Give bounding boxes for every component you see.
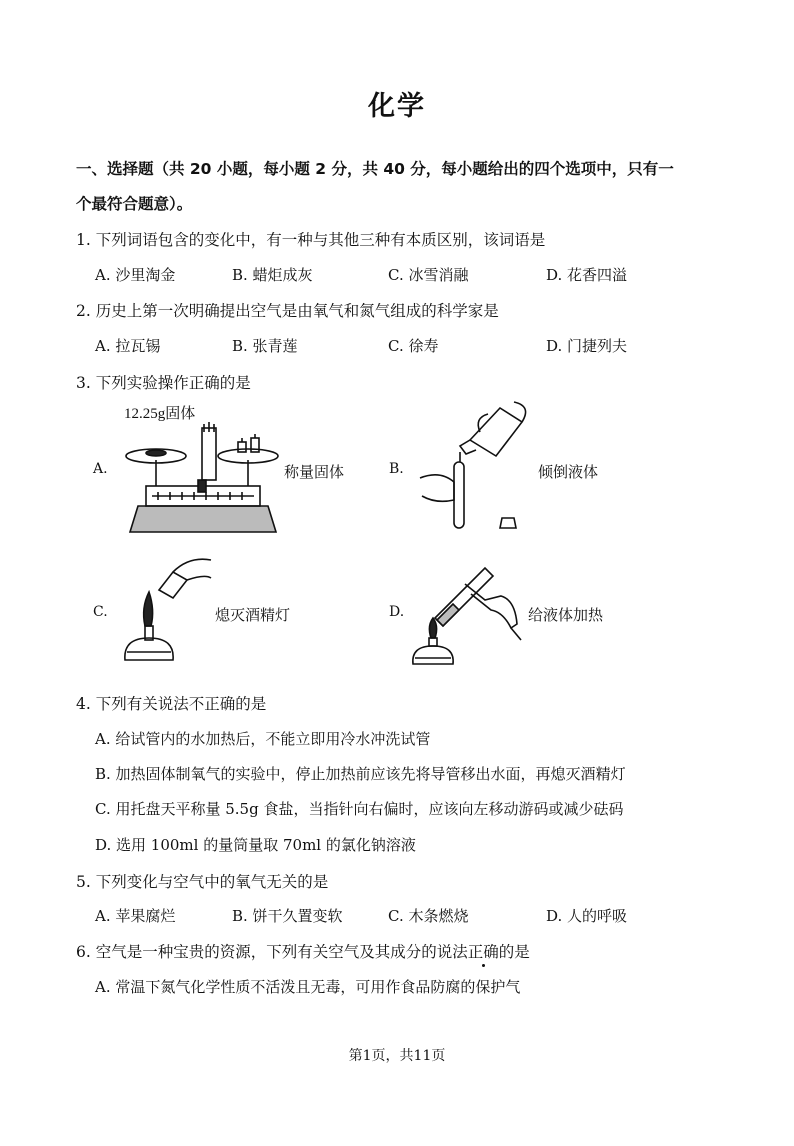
question-4-stem: 4. 下列有关说法不正确的是 (76, 695, 267, 713)
figure-b-caption: 倾倒液体 (538, 463, 599, 481)
figure-d-caption: 给液体加热 (528, 606, 604, 624)
q6-option-a: A. 常温下氮气化学性质不活泼且无毒，可用作食品防腐的保护气 (95, 978, 521, 996)
question-2-stem: 2. 历史上第一次明确提出空气是由氧气和氮气组成的科学家是 (76, 302, 499, 320)
figure-d-label: D. (389, 604, 405, 620)
figure-b-label: B. (389, 461, 404, 477)
figure-a-note: 12.25g固体 (124, 406, 196, 422)
q5-option-a: A. 苹果腐烂 (95, 907, 176, 925)
q5-option-b: B. 饼干久置变软 (232, 907, 343, 925)
section-heading-line1: 一、选择题（共 20 小题，每小题 2 分，共 40 分，每小题给出的四个选项中，只有一 (76, 160, 674, 178)
figure-a-label: A. (93, 461, 108, 477)
q2-option-d: D. 门捷列夫 (546, 337, 628, 355)
q4-option-c: C. 用托盘天平称量 5.5g 食盐，当指针向右偏时，应该向左移动游码或减少砝码 (95, 800, 624, 818)
pouring-liquid-illustration (410, 400, 535, 540)
question-1-stem: 1. 下列词语包含的变化中，有一种与其他三种有本质区别，该词语是 (76, 231, 546, 249)
q6-stem-pre: 6. 空气是一种宝贵的资源，下列有关空气及其成分的说法 (76, 943, 468, 961)
page-title: 化学 (368, 91, 426, 122)
q5-option-d: D. 人的呼吸 (546, 907, 628, 925)
page-footer: 第1页，共11页 (348, 1048, 446, 1064)
question-3-stem: 3. 下列实验操作正确的是 (76, 374, 251, 392)
q2-option-c: C. 徐寿 (388, 337, 439, 355)
figure-c-caption: 熄灭酒精灯 (215, 606, 291, 624)
q4-option-b: B. 加热固体制氧气的实验中，停止加热前应该先将导管移出水面，再熄灭酒精灯 (95, 765, 626, 783)
q1-option-d: D. 花香四溢 (546, 266, 628, 284)
q1-option-a: A. 沙里淘金 (95, 266, 176, 284)
q6-stem-emphasis: 正确 (468, 940, 499, 962)
alcohol-lamp-extinguish-illustration (115, 550, 215, 675)
q1-option-b: B. 蜡炬成灰 (232, 266, 313, 284)
heating-liquid-illustration (405, 560, 530, 670)
question-5-stem: 5. 下列变化与空气中的氧气无关的是 (76, 873, 329, 891)
section-heading-line2: 个最符合题意）。 (76, 195, 193, 213)
figure-a-caption: 称量固体 (284, 463, 345, 481)
figure-c-label: C. (93, 604, 108, 620)
q6-stem-post: 的是 (498, 943, 530, 961)
q2-option-b: B. 张青莲 (232, 337, 298, 355)
question-6-stem (76, 940, 530, 962)
q4-option-d: D. 选用 100ml 的量筒量取 70ml 的氯化钠溶液 (95, 836, 416, 854)
q4-option-a: A. 给试管内的水加热后，不能立即用冷水冲洗试管 (95, 730, 431, 748)
q5-option-c: C. 木条燃烧 (388, 907, 469, 925)
balance-scale-illustration (118, 420, 288, 540)
q2-option-a: A. 拉瓦锡 (95, 337, 161, 355)
q1-option-c: C. 冰雪消融 (388, 266, 469, 284)
